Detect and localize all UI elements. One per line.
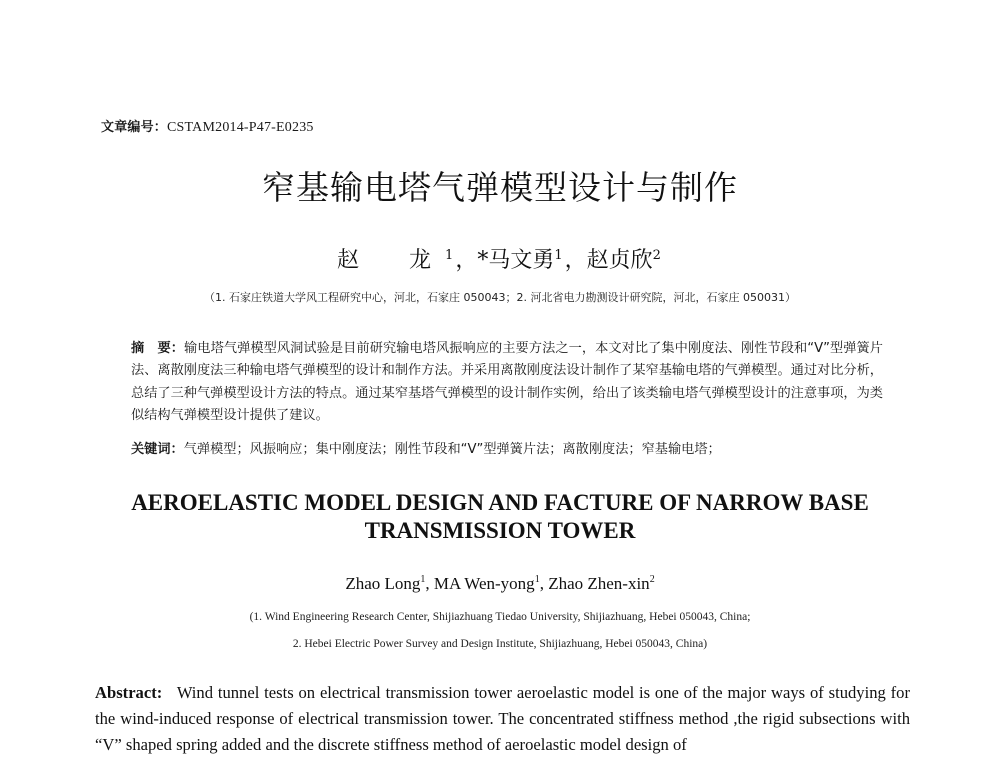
chinese-author-separator: ，: [564, 248, 587, 273]
english-abstract-label: Abstract:: [95, 683, 163, 702]
chinese-keywords-text: 气弹模型；风振响应；集中刚度法；刚性节段和“V”型弹簧片法；离散刚度法；窄基输电塔；: [183, 442, 721, 457]
chinese-title: 窄基输电塔气弹模型设计与制作: [262, 168, 738, 207]
english-title: [0, 489, 1000, 545]
english-affiliation-line-2: 2. Hebei Electric Power Survey and Design Institute, Shijiazhuang, Hebei 050043, China): [292, 638, 708, 650]
chinese-author-separator: ，: [455, 248, 478, 273]
chinese-author-2: *马文勇: [477, 248, 555, 273]
english-author-3-affil-mark: 2: [649, 574, 655, 585]
chinese-author-3-affil-mark: 2: [652, 248, 661, 263]
article-id-value: CSTAM2014-P47-E0235: [167, 120, 314, 135]
english-author-1: Zhao Long: [345, 574, 421, 593]
english-abstract-text: Wind tunnel tests on electrical transmission tower aeroelastic model is one of the major ways of studying for the wind-induced response of electrical transmission tower. The concentrated stiffness method ,the rigid subsections with “V” shaped spring added and the discrete stiffness method of aeroelastic model design of: [95, 683, 910, 754]
english-abstract: [95, 680, 910, 758]
english-author-3: Zhao Zhen-xin: [548, 574, 650, 593]
chinese-keywords: [131, 440, 891, 460]
english-author-2: MA Wen-yong: [433, 574, 535, 593]
english-affiliation-line-1: (1. Wind Engineering Research Center, Shijiazhuang Tiedao University, Shijiazhuang, Hebei 050043, China;: [249, 611, 751, 623]
chinese-author-line: [0, 243, 1000, 274]
english-author-separator: ,: [425, 574, 434, 593]
article-id-label: 文章编号：: [101, 120, 168, 135]
chinese-affiliation: （1. 石家庄铁道大学风工程研究中心，河北，石家庄 050043；2. 河北省电力勘测设计研究院，河北，石家庄 050031）: [204, 291, 796, 304]
chinese-author-1: 赵 龙: [337, 248, 446, 273]
english-author-separator: ,: [539, 574, 549, 593]
article-id-line: [101, 116, 314, 136]
chinese-author-3: 赵贞欣: [586, 248, 653, 273]
english-author-1-affil-mark: 1: [420, 574, 426, 585]
chinese-author-1-affil-mark: 1: [445, 248, 454, 263]
chinese-keywords-label: 关键词：: [131, 442, 184, 457]
chinese-abstract: [131, 338, 883, 428]
chinese-abstract-label: 摘 要：: [131, 341, 185, 356]
chinese-author-2-affil-mark: 1: [554, 248, 563, 263]
chinese-abstract-text: 输电塔气弹模型风洞试验是目前研究输电塔风振响应的主要方法之一，本文对比了集中刚度法、刚性节段和“V”型弹簧片法、离散刚度法三种输电塔气弹模型的设计和制作方法。并采用离散刚度法设计制作了某窄基输电塔的气弹模型。通过对比分析，总结了三种气弹模型设计方法的特点。通过某窄基塔气弹模型的设计制作实例，给出了该类输电塔气弹模型设计的注意事项，为类似结构气弹模型设计提供了建议。: [131, 341, 883, 424]
english-author-line: [0, 574, 1000, 594]
english-title-line-2: TRANSMISSION TOWER: [364, 518, 636, 543]
english-author-2-affil-mark: 1: [534, 574, 540, 585]
english-title-line-1: AEROELASTIC MODEL DESIGN AND FACTURE OF NARROW BASE: [131, 490, 869, 515]
